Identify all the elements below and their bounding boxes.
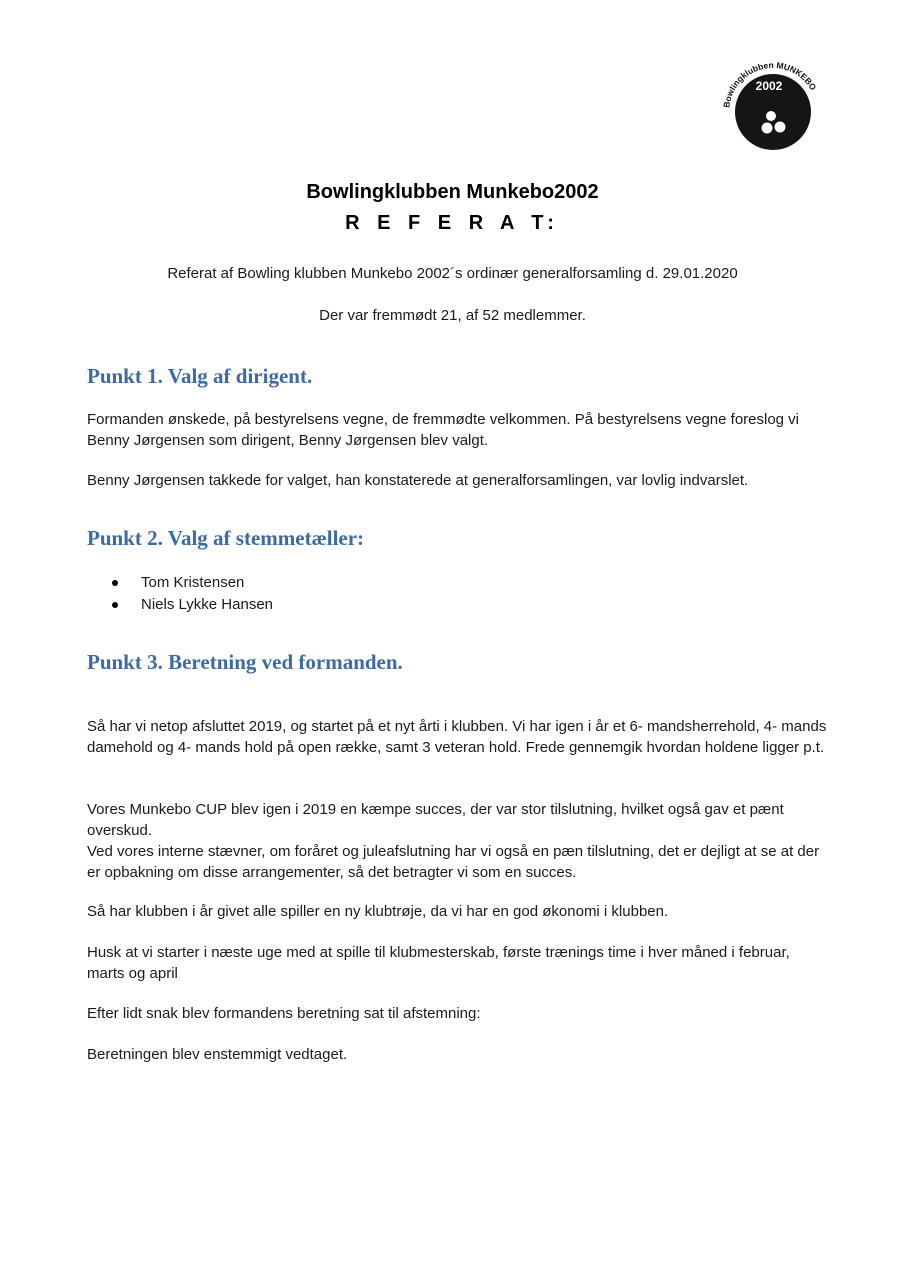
list-item xyxy=(112,572,273,594)
document-title: Bowlingklubben Munkebo2002 xyxy=(306,181,599,203)
section3-paragraph: Vores Munkebo CUP blev igen i 2019 en kæmpe succes, der var stor tilslutning, hvilket også gav et pænt overskud. xyxy=(87,801,784,839)
bullet-icon xyxy=(112,580,118,586)
section3-paragraph: Efter lidt snak blev formandens beretning sat til afstemning: xyxy=(87,1005,481,1022)
list-item xyxy=(112,594,273,616)
section1-paragraph: Benny Jørgensen takkede for valget, han konstaterede at generalforsamlingen, var lovlig indvarslet. xyxy=(87,472,749,489)
section3-paragraph: Ved vores interne stævner, om foråret og juleafslutning har vi også en pæn tilslutning, det er dejligt at se at der er opbakning om disse arrangementer, så det betragter vi som en succes. xyxy=(87,843,820,881)
logo-ring-text: Bowlingklubben MUNKEBO xyxy=(721,59,819,109)
bullet-icon xyxy=(112,602,118,608)
section3-paragraph: Husk at vi starter i næste uge med at spille til klubmesterskab, første trænings time i hver måned i februar, marts og april xyxy=(87,944,790,982)
section3-paragraph: Beretningen blev enstemmigt vedtaget. xyxy=(87,1046,348,1063)
section3-paragraph: Så har vi netop afsluttet 2019, og startet på et nyt årti i klubben. Vi har igen i år et 6- mandsherrehold, 4- mands damehold og 4- mands hold på open række, samt 3 veteran hold. Frede gennemgik hvordan holdene ligger p.t. xyxy=(87,718,827,756)
section1-paragraph: Formanden ønskede, på bestyrelsens vegne, de fremmødte velkommen. På bestyrelsens vegne foreslog vi Benny Jørgensen som dirigent, Benny Jørgensen blev valgt. xyxy=(87,411,800,449)
section-heading-3: Punkt 3. Beretning ved formanden. xyxy=(87,650,403,674)
vote-counter-list xyxy=(112,572,273,616)
list-item-text: Tom Kristensen xyxy=(141,574,245,591)
section-heading-2: Punkt 2. Valg af stemmetæller: xyxy=(87,526,365,550)
document-subtitle: R E F E R A T: xyxy=(345,212,560,234)
logo-year: 2002 xyxy=(755,79,783,93)
section3-paragraph-group xyxy=(87,799,827,883)
list-item-text: Niels Lykke Hansen xyxy=(141,596,274,613)
attendance-line: Der var fremmødt 21, af 52 medlemmer. xyxy=(319,307,586,324)
club-logo xyxy=(717,56,829,152)
intro-line: Referat af Bowling klubben Munkebo 2002´s ordinær generalforsamling d. 29.01.2020 xyxy=(167,265,738,282)
section3-paragraph: Så har klubben i år givet alle spiller en ny klubtrøje, da vi har en god økonomi i klubben. xyxy=(87,903,669,920)
section-heading-1: Punkt 1. Valg af dirigent. xyxy=(87,364,313,388)
